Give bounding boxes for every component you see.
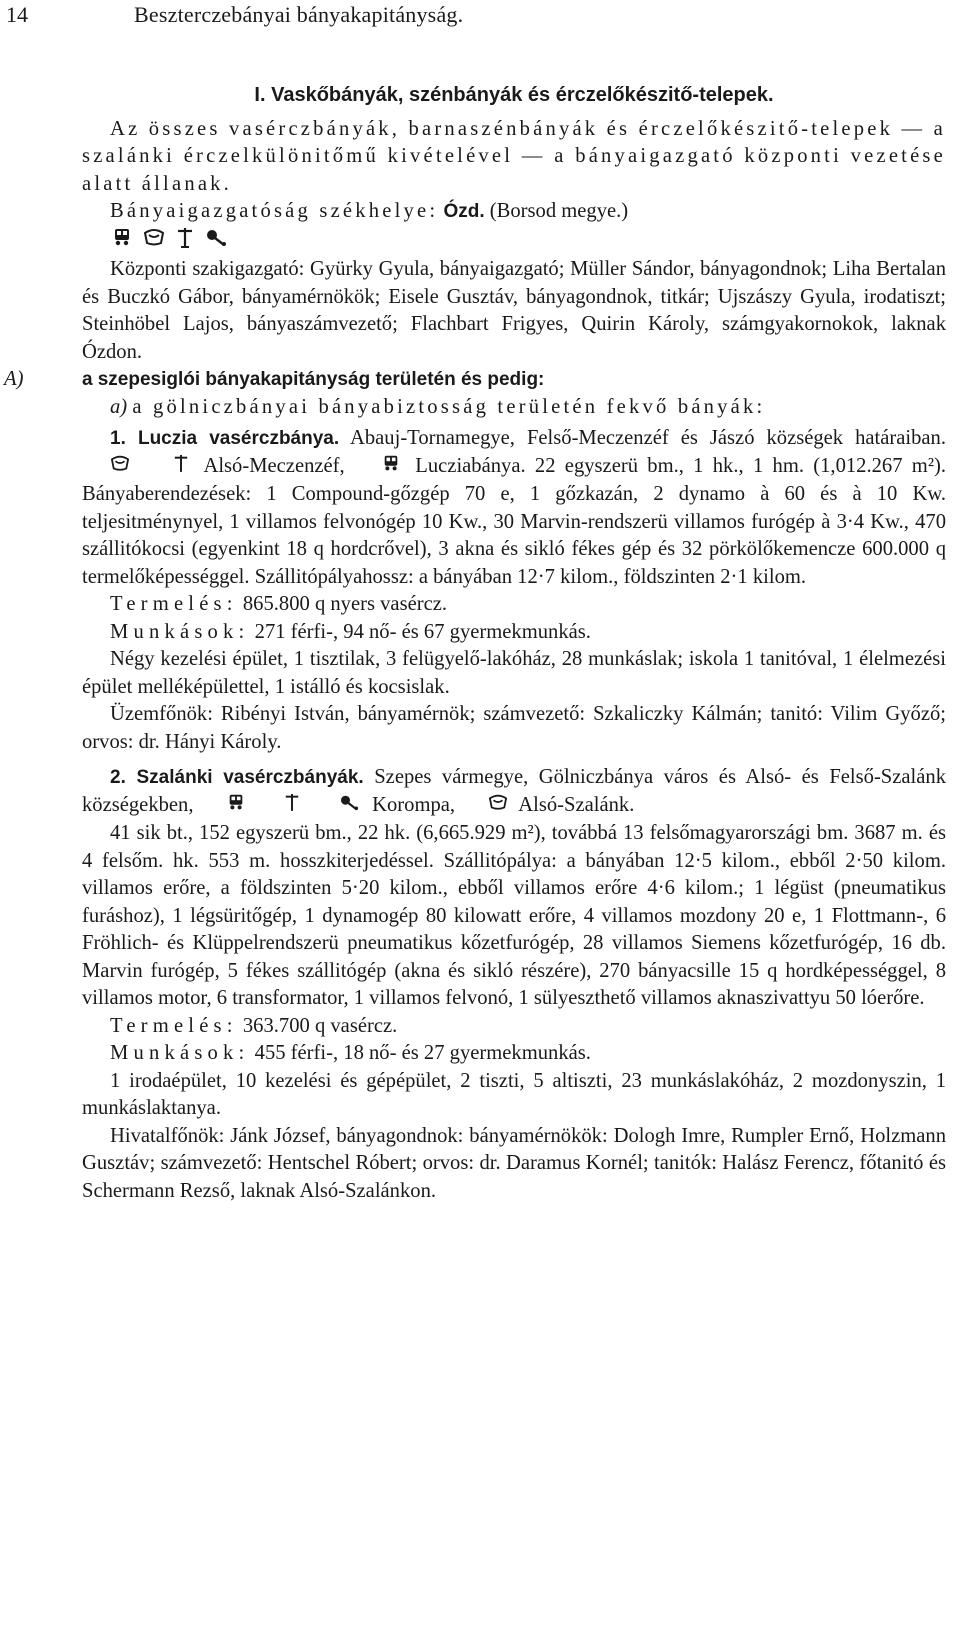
- mine-2-location: Szepes vármegye, Gölniczbánya város és Alsó- és Felső-Szalánk községekben,: [82, 766, 946, 816]
- subsection-a-line: [82, 394, 946, 422]
- mine-2-production-value: 363.700 q vasércz.: [242, 1014, 398, 1037]
- mine-2-description: 41 sik bt., 152 egyszerü bm., 22 hk. (6,665.929 m²), továbbá 13 felsőmagyarországi bm. 3687 m. és 4 felsőm. hk. 553 m. hosszkiterjedéssel. Szállitópálya: a bányában 12·5 kilom., ebből 2·50 kilom. villamos erőre, a földszinten 5·20 kilom., ebből villamos erőre 4·6 kilom.; 1 légüst (pneumatikus furáshoz), 1 légsüritőgép, 1 dynamogép 80 kilowatt erőre, 4 villamos mozdony 20 e, 1 Flottmann-, 6 Fröhlich- és Klüppelrendszerü pneumatikus kőzetfurógép, 28 villamos Siemens kőzetfurógép, 16 db. Marvin furógép, 5 fékes szállitógép (akna és sikló részére), 270 bányacsille 15 q hordképességgel, 8 villamos motor, 6 transformator, 1 villamos felvonó, 1 sülyeszthető villamos aknaszivattyu 50 lóerőre.: [82, 822, 946, 1010]
- facility-icons: [82, 226, 946, 257]
- mine-2-post: Alsó-Szalánk.: [518, 793, 635, 816]
- directorate-seat-county: (Borsod megye.): [489, 200, 629, 222]
- post-office-icon: [82, 453, 130, 481]
- mine-2-production: [82, 1013, 946, 1041]
- mine-1-production-value: 865.800 q nyers vasércz.: [242, 593, 448, 616]
- mine-1-production: [82, 591, 946, 619]
- mine-2-rail: Korompa,: [372, 793, 456, 816]
- railway-station-icon: [199, 792, 245, 820]
- mine-1-workers: [82, 619, 946, 647]
- subsection-a-marker: a): [110, 395, 128, 418]
- telegraph-icon: [176, 226, 194, 257]
- telephone-icon: [205, 227, 229, 256]
- directorate-seat-place: Ózd.: [443, 201, 485, 222]
- mine-1-workers-label: Munkások:: [110, 620, 250, 643]
- railway-station-icon: [112, 227, 132, 256]
- mine-1-title: 1. Luczia vasérczbánya.: [110, 428, 340, 449]
- telegraph-icon: [145, 453, 189, 482]
- mine-1-staff: Üzemfőnök: Ribényi István, bányamérnök; számvezető: Szkaliczky Kálmán; tanitó: Vilim Győző; orvos: dr. Hányi Károly.: [82, 703, 946, 753]
- directorate-seat: [82, 198, 946, 226]
- directorate-seat-label: Bányaigazgatóság székhelye:: [110, 200, 439, 222]
- chapter-heading: I. Vaskőbányák, szénbányák és érczelőkészitő-telepek.: [254, 84, 774, 106]
- railway-station-icon: [354, 453, 400, 481]
- mine-1-entry: [82, 425, 946, 591]
- page-header: [6, 2, 954, 38]
- mine-2-title: 2. Szalánki vasérczbányák.: [110, 767, 364, 789]
- section-a-line: [4, 366, 946, 394]
- mine-1-description: 22 egyszerü bm., 1 hk., 1 hm. (1,012.267 m²). Bányaberendezések: 1 Compound-gőzgép 70 e, 1 gőzkazán, 2 dynamo à 60 és à 10 Kw. teljesitménynyel, 1 villamos felvonógép 10 Kw., 30 Marvin-rendszerü villamos furógép à 3·4 Kw., 470 szállitókocsi (egyenkint 18 q hordcrővel), 3 akna és sikló fékes gép és 32 pörkölőkemencze 600.000 q termelőképességgel. Szállitópályahossz: a bányában 12·7 kilom., földszinten 2·1 kilom.: [82, 454, 946, 588]
- page-body: [4, 82, 946, 1205]
- mine-1-location: Abauj-Tornamegye, Felső-Meczenzéf és Jászó községek határaiban.: [350, 427, 946, 449]
- mine-2-production-label: Termelés:: [110, 1014, 238, 1037]
- post-office-icon: [143, 227, 165, 256]
- telegraph-icon: [256, 792, 300, 821]
- subsection-a-text: a gölniczbányai bányabiztosság területén fekvő bányák:: [132, 395, 766, 418]
- mine-1-workers-value: 271 férfi-, 94 nő- és 67 gyermekmunkás.: [254, 620, 591, 643]
- mine-1-post: Alsó-Meczenzéf,: [203, 454, 345, 477]
- telephone-icon: [311, 792, 361, 820]
- mine-1-buildings: Négy kezelési épület, 1 tisztilak, 3 felügyelő-lakóház, 28 munkáslak; iskola 1 tanitóval, 1 élelmezési épület melléképülettel, 1 istálló és kocsislak.: [82, 648, 946, 698]
- mine-1-production-label: Termelés:: [110, 593, 238, 616]
- post-office-icon: [460, 792, 508, 820]
- section-a-marker: A): [4, 368, 24, 390]
- mine-1-rail: Lucziabánya.: [415, 454, 526, 477]
- mine-2-workers: [82, 1040, 946, 1068]
- mine-2-staff: Hivatalfőnök: Jánk József, bányagondnok: bányamérnökök: Dologh Imre, Rumpler Ernő, Holzmann Gusztáv; számvezető: Hentschel Róbert; orvos: dr. Daramus Kornél; tanitók: Halász Ferencz, főtanitó és Schermann Rezső, laknak Alsó-Szalánkon.: [82, 1124, 946, 1202]
- section-a-title: szepesiglói bányakapitányság területén és pedig:: [97, 369, 545, 390]
- section-a-letter: a: [82, 369, 93, 390]
- mine-2-workers-label: Munkások:: [110, 1042, 250, 1065]
- mine-2-buildings: 1 irodaépület, 10 kezelési és gépépület, 2 tiszti, 5 altiszti, 23 munkáslakóház, 2 mozdonyszin, 1 munkáslaktanya.: [82, 1069, 946, 1120]
- central-staff-paragraph: Központi szakigazgató: Gyürky Gyula, bányaigazgató; Müller Sándor, bányagondnok; Liha Bertalan és Buczkó Gábor, bányamérnökök; Eisele Gusztáv, bányagondnok, titkár; Ujszászy Gyula, irodatiszt; Steinhöbel Lajos, bányaszámvezető; Flachbart Frigyes, Quirin Károly, számgyakornokok, laknak Ózdon.: [82, 258, 946, 363]
- intro-paragraph: Az összes vasérczbányák, barnaszénbányák és érczelőkészitő-telepek — a szalánki érczelkülönitőmű kivételével — a bányaigazgató központi vezetése alatt állanak.: [82, 117, 946, 195]
- page-number: 14: [6, 2, 28, 27]
- mine-2-entry: [82, 764, 946, 820]
- mine-2-workers-value: 455 férfi-, 18 nő- és 27 gyermekmunkás.: [254, 1042, 591, 1065]
- running-head: Beszterczebányai bányakapitányság.: [134, 2, 464, 27]
